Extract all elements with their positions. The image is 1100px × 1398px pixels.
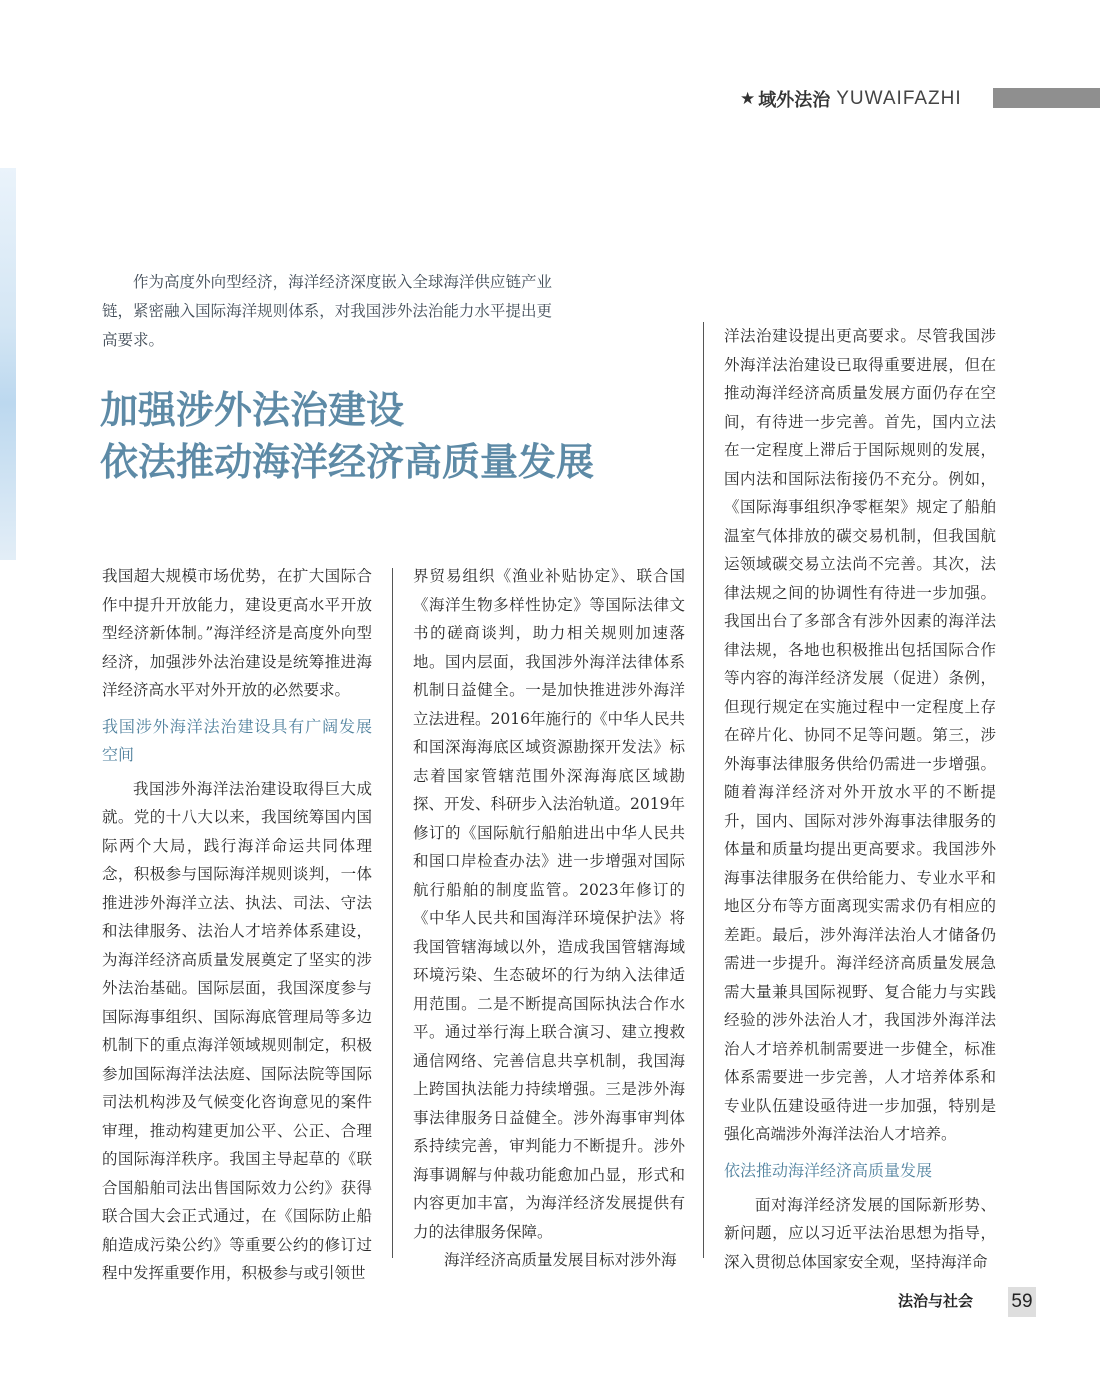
- section-header: [740, 86, 962, 112]
- star-icon: ★: [740, 89, 756, 109]
- paragraph: 界贸易组织《渔业补贴协定》、联合国《海洋生物多样性协定》等国际法律文书的磋商谈判，助力相关规则加速落地。国内层面，我国涉外海洋法律体系机制日益健全。一是加快推进涉外海洋立法进程。2016年施行的《中华人民共和国深海海底区域资源勘探开发法》标志着国家管辖范围外深海海底区域勘探、开发、科研步入法治轨道。2019年修订的《国际航行船舶进出中华人民共和国口岸检查办法》进一步增强对国际航行船舶的制度监管。2023年修订的《中华人民共和国海洋环境保护法》将我国管辖海域以外，造成我国管辖海域环境污染、生态破坏的行为纳入法律适用范围。二是不断提高国际执法合作水平。通过举行海上联合演习、建立搜救通信网络、完善信息共享机制，我国海上跨国执法能力持续增强。三是涉外海事法律服务日益健全。涉外海事审判体系持续完善，审判能力不断提升。涉外海事调解与仲裁功能愈加凸显，形式和内容更加丰富，为海洋经济发展提供有力的法律服务保障。: [413, 567, 685, 1241]
- article-title: [100, 384, 660, 488]
- column-divider: [392, 568, 393, 1258]
- paragraph: 我国超大规模市场优势，在扩大国际合作中提升开放能力，建设更高水平开放型经济新体制。”海洋经济是高度外向型经济，加强涉外法治建设是统筹推进海洋经济高水平对外开放的必然要求。: [102, 567, 372, 699]
- paragraph: 海洋经济高质量发展目标对涉外海: [444, 1251, 677, 1269]
- column-1: [102, 562, 372, 1288]
- publication-name: 法治与社会: [898, 1292, 974, 1310]
- section-title-en: YUWAIFAZHI: [836, 88, 962, 109]
- page-number: 59: [1008, 1287, 1036, 1317]
- paragraph: 我国涉外海洋法治建设取得巨大成就。党的十八大以来，我国统筹国内国际两个大局，践行海洋命运共同体理念，积极参与国际海洋规则谈判，一体推进涉外海洋立法、执法、司法、守法和法律服务、法治人才培养体系建设，为海洋经济高质量发展奠定了坚实的涉外法治基础。国际层面，我国深度参与国际海事组织、国际海底管理局等多边机制下的重点海洋领域规则制定，积极参加国际海洋法法庭、国际法院等国际司法机构涉及气候变化咨询意见的案件审理，推动构建更加公平、公正、合理的国际海洋秩序。我国主导起草的《联合国船舶司法出售国际效力公约》获得联合国大会正式通过，在《国际防止船舶造成污染公约》等重要公约的修订过程中发挥重要作用，积极参与或引领世: [102, 779, 372, 1282]
- subheading: 依法推动海洋经济高质量发展: [724, 1160, 933, 1180]
- subheading: 我国涉外海洋法治建设具有广阔发展空间: [102, 716, 372, 764]
- section-title-zh: 域外法治: [758, 90, 831, 111]
- title-line-1: 加强涉外法治建设: [100, 388, 405, 432]
- column-2: [413, 562, 685, 1275]
- column-3: [724, 322, 996, 1276]
- paragraph: 面对海洋经济发展的国际新形势、新问题，应以习近平法治思想为指导，深入贯彻总体国家安全观，坚持海洋命: [724, 1195, 996, 1271]
- column-divider: [703, 322, 704, 1258]
- paragraph: 洋法治建设提出更高要求。尽管我国涉外海洋法治建设已取得重要进展，但在推动海洋经济高质量发展方面仍存在空间，有待进一步完善。首先，国内立法在一定程度上滞后于国际规则的发展，国内法和国际法衔接仍不充分。例如，《国际海事组织净零框架》规定了船舶温室气体排放的碳交易机制，但我国航运领域碳交易立法尚不完善。其次，法律法规之间的协调性有待进一步加强。我国出台了多部含有涉外因素的海洋法律法规，各地也积极推出包括国际合作等内容的海洋经济发展（促进）条例，但现行规定在实施过程中一定程度上存在碎片化、协同不足等问题。第三，涉外海事法律服务供给仍需进一步增强。随着海洋经济对外开放水平的不断提升，国内、国际对涉外海事法律服务的体量和质量均提出更高要求。我国涉外海事法律服务在供给能力、专业水平和地区分布等方面离现实需求仍有相应的差距。最后，涉外海洋法治人才储备仍需进一步提升。海洋经济高质量发展急需大量兼具国际视野、复合能力与实践经验的涉外法治人才，我国涉外海洋法治人才培养机制需要进一步健全，标准体系需要进一步完善，人才培养体系和专业队伍建设亟待进一步加强，特别是强化高端涉外海洋法治人才培养。: [724, 327, 996, 1143]
- title-line-2: 依法推动海洋经济高质量发展: [100, 440, 595, 484]
- photo-strip: [0, 168, 16, 560]
- header-bar: [993, 88, 1100, 108]
- lead-paragraph: 作为高度外向型经济，海洋经济深度嵌入全球海洋供应链产业链，紧密融入国际海洋规则体系，对我国涉外法治能力水平提出更高要求。: [102, 273, 552, 349]
